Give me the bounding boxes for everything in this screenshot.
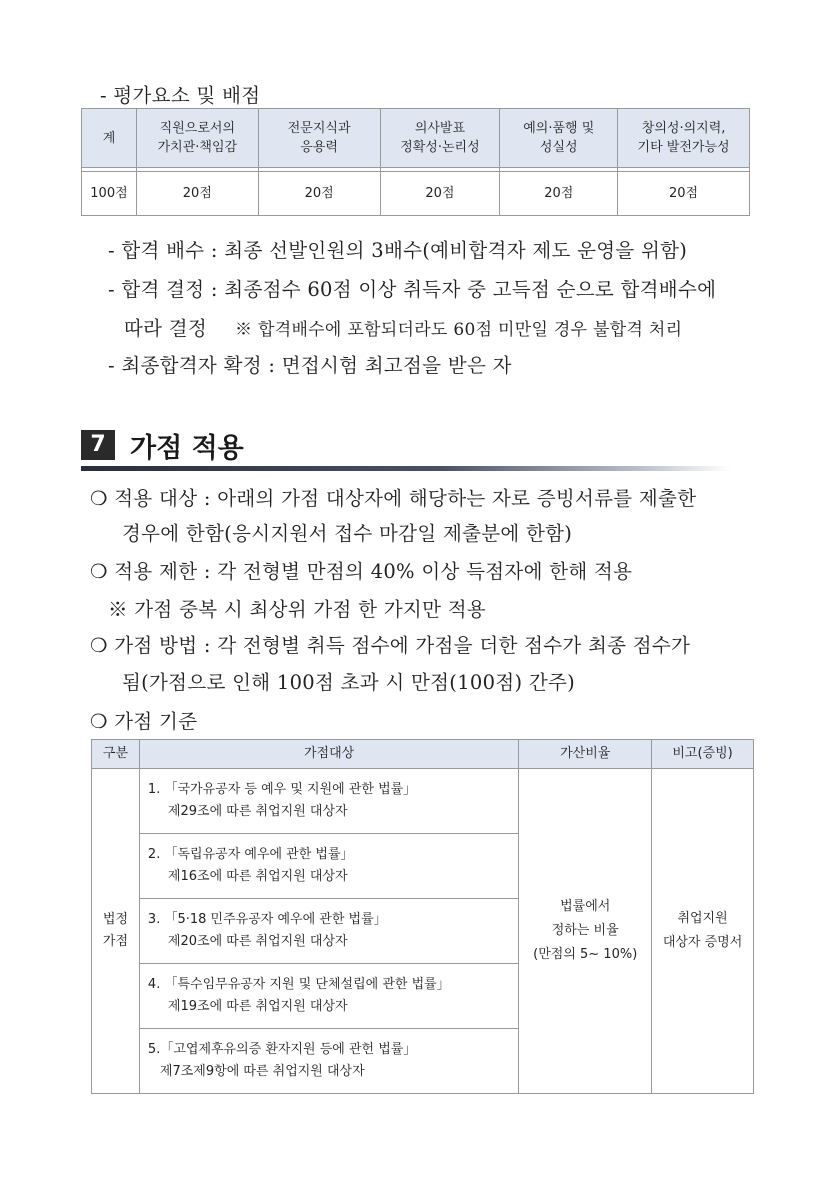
bonus-header-cell: 구분 — [92, 740, 140, 769]
score-value-cell: 20점 — [136, 172, 258, 216]
bonus-item-cell — [139, 964, 518, 1029]
apply-target-bullet: ❍ 적용 대상 : 아래의 가점 대상자에 해당하는 자로 증빙서류를 제출한 — [90, 487, 697, 510]
pass-decision-rule-cont: 따라 결정 — [124, 317, 208, 340]
score-header-cell: 의사발표 정확성·논리성 — [380, 109, 500, 168]
score-table — [81, 108, 750, 216]
bonus-rate-cell: 법률에서 정하는 비율 (만점의 5~ 10%) — [519, 769, 652, 1094]
bonus-header-cell: 비고(증빙) — [652, 740, 754, 769]
score-header-cell: 직원으로서의 가치관·책임감 — [136, 109, 258, 168]
score-header-cell: 계 — [82, 109, 137, 168]
bonus-item-cell — [139, 769, 518, 834]
bonus-header-cell: 가산비율 — [519, 740, 652, 769]
table-row — [92, 769, 754, 834]
apply-limit-bullet: ❍ 적용 제한 : 각 전형별 만점의 40% 이상 득점자에 한해 적용 — [90, 560, 633, 583]
final-pass-rule: - 최종합격자 확정 : 면접시험 최고점을 받은 자 — [108, 354, 512, 377]
bonus-table — [91, 739, 754, 1094]
score-table-value-row — [82, 172, 750, 216]
pass-decision-rule: - 합격 결정 : 최종점수 60점 이상 취득자 중 고득점 순으로 합격배수에 — [108, 278, 717, 301]
bonus-item-law: 5.「고엽제후유의증 환자지원 등에 관헌 법률」 — [147, 1042, 417, 1057]
eval-heading: - 평가요소 및 배점 — [100, 84, 261, 107]
score-value-cell: 100점 — [82, 172, 137, 216]
bonus-note-cell: 취업지원 대상자 증명서 — [652, 769, 754, 1094]
section-title: 가점 적용 — [130, 433, 244, 464]
bonus-header-cell: 가점대상 — [139, 740, 518, 769]
bonus-item-clause: 제20조에 따른 취업지원 대상자 — [167, 934, 348, 949]
bonus-item-cell — [139, 1029, 518, 1094]
bonus-item-cell — [139, 899, 518, 964]
bonus-method-bullet: ❍ 가점 방법 : 각 전형별 취득 점수에 가점을 더한 점수가 최종 점수가 — [90, 634, 691, 657]
bonus-method-bullet-cont: 됨(가점으로 인해 100점 초과 시 만점(100점) 간주) — [122, 671, 576, 694]
bonus-item-clause: 제7조제9항에 따른 취업지원 대상자 — [159, 1064, 365, 1079]
bonus-item-cell — [139, 834, 518, 899]
bonus-item-law: 1. 「국가유공자 등 예우 및 지원에 관한 법률」 — [147, 782, 417, 797]
apply-limit-note: ※ 가점 중복 시 최상위 가점 한 가지만 적용 — [108, 598, 486, 621]
score-table-header-row — [82, 109, 750, 168]
bonus-item-law: 4. 「특수임무유공자 지원 및 단체설립에 관한 법률」 — [147, 977, 450, 992]
section-divider — [81, 466, 731, 471]
score-header-cell: 창의성·의지력, 기타 발전가능성 — [618, 109, 750, 168]
score-header-cell: 전문지식과 응용력 — [258, 109, 380, 168]
bonus-item-law: 3. 「5·18 민주유공자 예우에 관한 법률」 — [147, 912, 387, 927]
bonus-table-header-row — [92, 740, 754, 769]
bonus-item-clause: 제29조에 따른 취업지원 대상자 — [167, 804, 348, 819]
bonus-item-clause: 제16조에 따른 취업지원 대상자 — [167, 869, 348, 884]
score-value-cell: 20점 — [258, 172, 380, 216]
pass-multiple-rule: - 합격 배수 : 최종 선발인원의 3배수(예비합격자 제도 운영을 위함) — [108, 239, 688, 262]
section-number: 7 — [81, 430, 115, 460]
bonus-category-cell: 법정 가점 — [92, 769, 140, 1094]
score-value-cell: 20점 — [500, 172, 618, 216]
score-value-cell: 20점 — [380, 172, 500, 216]
pass-decision-note: ※ 합격배수에 포함되더라도 60점 미만일 경우 불합격 처리 — [235, 320, 683, 340]
score-value-cell: 20점 — [618, 172, 750, 216]
score-header-cell: 예의·품행 및 성실성 — [500, 109, 618, 168]
apply-target-bullet-cont: 경우에 한함(응시지원서 접수 마감일 제출분에 한함) — [122, 522, 573, 545]
bonus-criteria-bullet: ❍ 가점 기준 — [90, 710, 198, 733]
bonus-item-law: 2. 「독립유공자 예우에 관한 법률」 — [147, 847, 354, 862]
bonus-item-clause: 제19조에 따른 취업지원 대상자 — [167, 999, 348, 1014]
